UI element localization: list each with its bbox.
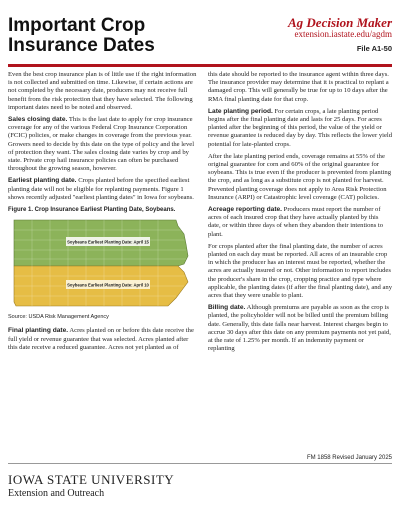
earliest-planting-paragraph [8,177,198,202]
figure-caption: Figure 1. Crop Insurance Earliest Planting Date, Soybeans. [8,207,176,214]
extension-name: Extension and Outreach [8,488,105,499]
university-name: IOWA STATE UNIVERSITY [8,472,175,487]
file-code: File A1-50 [356,44,392,53]
sales-closing-heading: Sales closing date. [8,116,68,124]
billing-paragraph [208,304,392,353]
late-planting-text: For certain crops, a late planting period begins after the final planting date and lasts for 25 days. For acres planted after the beginning of this period, the value of the yield or revenue guarantee is reduced day by day. This reflects the lower yield potential for late-planted crops. [208,107,392,148]
late-planting-paragraph [208,108,392,149]
left-column [8,71,198,356]
iowa-map [8,216,198,311]
title-line-2: Insurance Dates [8,35,155,56]
north-label: Soybeans Earliest Planting Date: April 15 [67,239,149,245]
footer-rule [8,463,392,464]
header [8,16,392,64]
billing-heading: Billing date. [208,304,246,312]
final-planting-heading: Final planting date. [8,327,69,335]
south-label: Soybeans Earliest Planting Date: April 10 [67,282,149,288]
final-planting-text: Acres planted on or before this date receive the full yield or revenue guarantee that was selected. Acres planted after this date receive a reduced guarantee. Acres not yet planted as of [8,327,194,351]
sales-closing-text: This is the last date to apply for crop insurance coverage for any of the various Federal Crop Insurance Corporation (FCIC) policies, or make changes in coverage from the previous year. Growers need to decide by this date on the type of policy and the level of protection they want. The sales closing date varies by crop and by state. Private crop hail insurance policies can often be purchased throughout the growing season, however. [8,116,195,173]
brand-block [252,16,392,53]
right-column [208,71,392,358]
header-rule [8,64,392,67]
brand-name: Ag Decision Maker [288,15,392,30]
crops-planted-paragraph: For crops planted after the final planting date, the number of acres planted on each day must be reported. All acres of an insurable crop in which the producer has an interest must be reported, whether the acres are actually insured or not. Other information to report includes the producer's share in the crop, cropping practice and type where applicable, the planting dates (if after the final planting date), and any acres that they were unable to plant. [208,242,393,300]
acreage-reporting-heading: Acreage reporting date. [208,206,283,214]
figure-source: Source: USDA Risk Management Agency [8,314,109,321]
brand-url[interactable]: extension.iastate.edu/agdm [294,29,392,39]
earliest-planting-text: Crops planted before the specified earliest planting date will not be eligible for replanting payments. Figure 1 shows recently adjusted "earliest planting dates" in Iowa for soybeans. [8,177,194,201]
final-planting-paragraph [8,327,198,352]
publication-info: FM 1858 Revised January 2025 [306,455,392,461]
page-title [8,16,208,56]
billing-text: Although premiums are payable as soon as the crop is planted, the policyholder will not be billed until the premium billing date. Generally, this date falls near harvest. Interest charges begin to accrue 30 days after this date on any premium payments not yet paid, at the rate of 1.25% per month. If an indemnity payment or replanting [208,304,391,353]
intro-paragraph: Even the best crop insurance plan is of little use if the right information is not collected and submitted on time. Likewise, if certain actions are not completed by the necessary date, producers may not receive full benefit from the risk protection that they have selected. The following important dates need to be noted and observed. [8,71,197,111]
after-late-paragraph: After the late planting period ends, coverage remains at 55% of the original guarantee for corn and 60% of the original guarantee for soybeans. This is true even if the producer is prevented from planting the crop, and as long as a substitute crop is not planted for harvest. Prevented planting coverage does not apply to Area Risk Protection Insurance (ARPI) or Catastrophic level coverage (CAT) policies. [208,152,391,201]
late-planting-heading: Late planting period. [208,107,273,115]
university-logo [8,472,174,499]
iowa-map-svg [8,216,198,311]
title-line-1: Important Crop [8,15,146,36]
acreage-reporting-text: Producers must report the number of acres of each insured crop that they have actually planted by this date, or within three days of when they abandon their intentions to plant. [208,206,384,238]
acreage-reporting-paragraph [208,206,392,239]
earliest-planting-heading: Earliest planting date. [8,177,77,185]
sales-closing-paragraph [8,116,198,173]
right-intro-paragraph: this date should be reported to the insurance agent within three days. The insurance provider may determine that it is practical to replant a damaged crop. This will generally be true for up to 10 days after the RMA final planting date for that crop. [208,71,389,103]
